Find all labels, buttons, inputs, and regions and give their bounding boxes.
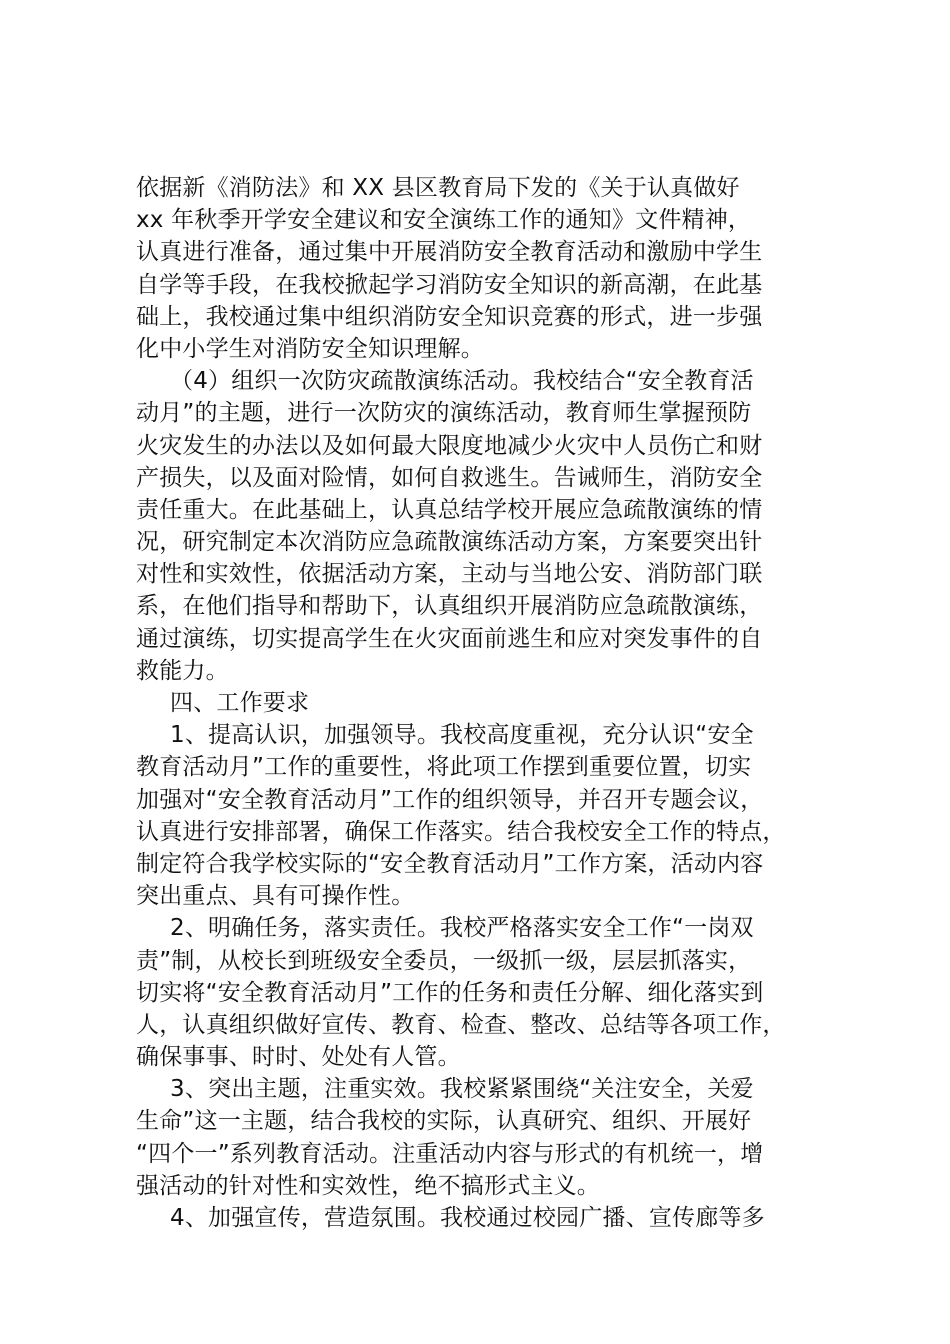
text-line: 认真进行安排部署，确保工作落实。结合我校安全工作的特点， xyxy=(136,818,786,845)
text-line: xx 年秋季开学安全建议和安全演练工作的通知》文件精神， xyxy=(136,207,752,234)
text-line: 自学等手段，在我校掀起学习消防安全知识的新高潮，在此基 xyxy=(136,271,763,298)
text-line: 础上，我校通过集中组织消防安全知识竞赛的形式，进一步强 xyxy=(136,303,763,330)
text-line: 制定符合我学校实际的“安全教育活动月”工作方案，活动内容 xyxy=(136,850,764,877)
text-line: 加强对“安全教育活动月”工作的组织领导，并召开专题会议， xyxy=(136,786,764,813)
text-line: 切实将“安全教育活动月”工作的任务和责任分解、细化落实到 xyxy=(136,979,764,1006)
text-line: 突出重点、具有可操作性。 xyxy=(136,883,415,910)
text-line: 救能力。 xyxy=(136,657,229,684)
text-line: 2、明确任务，落实责任。我校严格落实安全工作“一岗双 xyxy=(170,915,754,942)
text-line: 强活动的针对性和实效性，绝不搞形式主义。 xyxy=(136,1172,600,1199)
text-line: “四个一”系列教育活动。注重活动内容与形式的有机统一，增 xyxy=(136,1140,764,1167)
text-line: （4）组织一次防灾疏散演练活动。我校结合“安全教育活 xyxy=(170,368,754,395)
text-line: 认真进行准备，通过集中开展消防安全教育活动和激励中学生 xyxy=(136,239,763,266)
text-line: 1、提高认识，加强领导。我校高度重视，充分认识“安全 xyxy=(170,722,754,749)
text-line: 人，认真组织做好宣传、教育、检查、整改、总结等各项工作， xyxy=(136,1011,786,1038)
text-line: 况，研究制定本次消防应急疏散演练活动方案，方案要突出针 xyxy=(136,529,763,556)
text-line: 4、加强宣传，营造氛围。我校通过校园广播、宣传廊等多 xyxy=(170,1205,765,1231)
text-line: 对性和实效性，依据活动方案，主动与当地公安、消防部门联 xyxy=(136,561,763,588)
text-line: 确保事事、时时、处处有人管。 xyxy=(136,1044,461,1071)
text-line: 化中小学生对消防安全知识理解。 xyxy=(136,335,484,362)
text-line: 产损失，以及面对险情，如何自救逃生。告诫师生，消防安全 xyxy=(136,464,763,491)
text-line: 责”制，从校长到班级安全委员，一级抓一级，层层抓落实， xyxy=(136,947,752,974)
text-line: 系，在他们指导和帮助下，认真组织开展消防应急疏散演练， xyxy=(136,593,763,620)
text-line: 教育活动月”工作的重要性，将此项工作摆到重要位置，切实 xyxy=(136,754,752,781)
text-line: 动月”的主题，进行一次防灾的演练活动，教育师生掌握预防 xyxy=(136,400,752,427)
text-line: 生命”这一主题，结合我校的实际，认真研究、组织、开展好 xyxy=(136,1108,752,1135)
document-body-text xyxy=(136,172,856,1234)
text-line: 依据新《消防法》和 XX 县区教育局下发的《关于认真做好 xyxy=(136,175,740,201)
text-line: 通过演练，切实提高学生在火灾面前逃生和应对突发事件的自 xyxy=(136,625,763,652)
text-line: 责任重大。在此基础上，认真总结学校开展应急疏散演练的情 xyxy=(136,496,763,523)
text-line: 3、突出主题，注重实效。我校紧紧围绕“关注安全，关爱 xyxy=(170,1076,754,1103)
text-line: 火灾发生的办法以及如何最大限度地减少火灾中人员伤亡和财 xyxy=(136,432,763,459)
text-line: 四、工作要求 xyxy=(170,690,310,716)
